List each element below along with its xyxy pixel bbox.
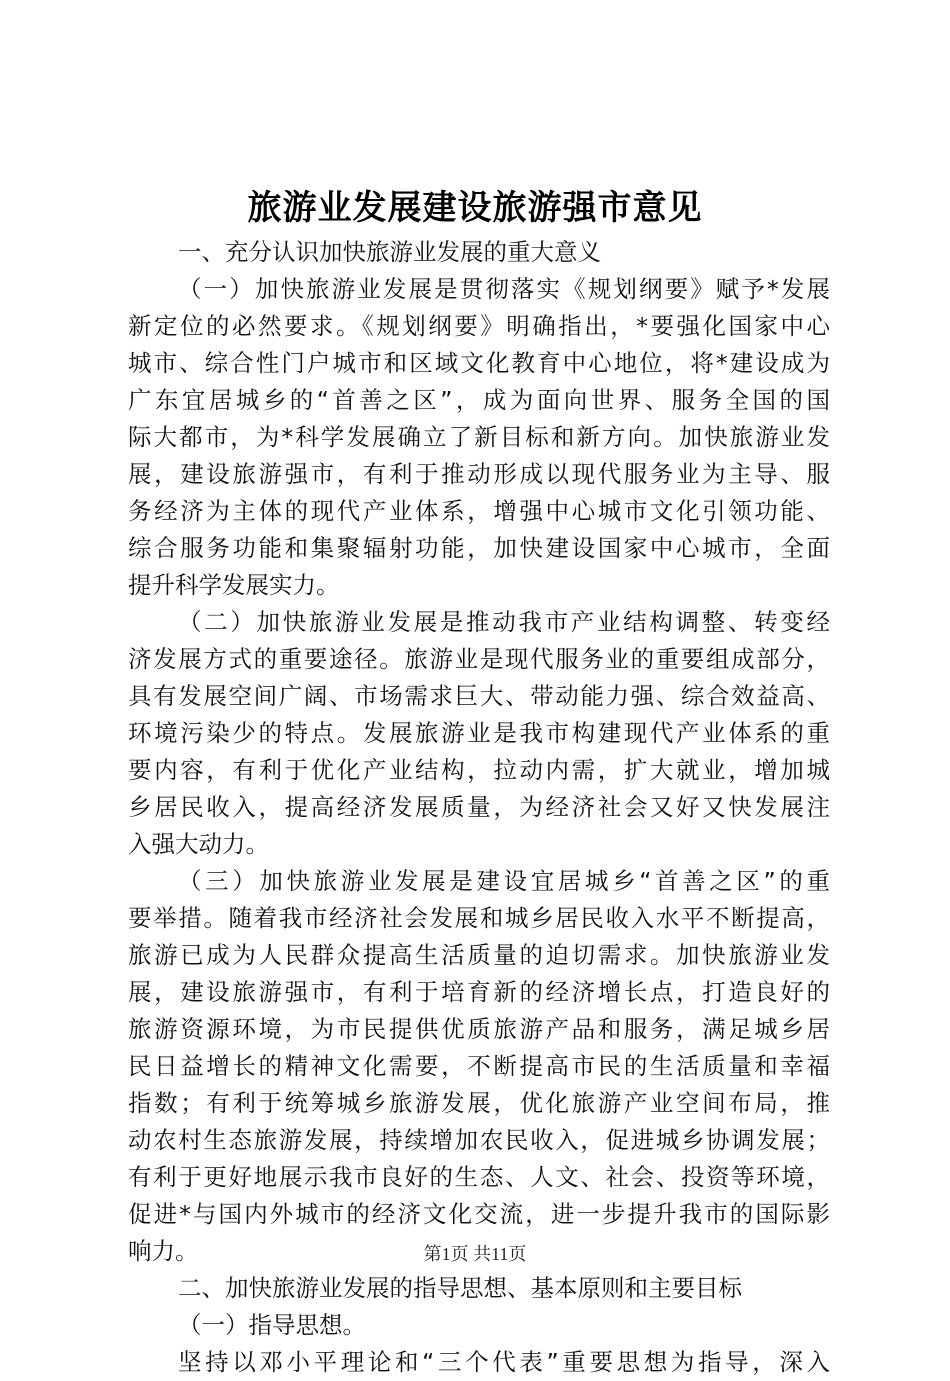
document-body: [128, 234, 830, 1381]
text-line: （二）加快旅游业发展是推动我市产业结构调整、转变经: [178, 608, 830, 636]
text-line: 指数；有利于统筹城乡旅游发展，优化旅游产业空间布局，推: [128, 1089, 830, 1117]
text-line: 提升科学发展实力。: [128, 571, 340, 599]
text-line: 旅游资源环境，为市民提供优质旅游产品和服务，满足城乡居: [128, 1015, 830, 1043]
text-line: 民日益增长的精神文化需要，不断提高市民的生活质量和幸福: [128, 1052, 830, 1080]
text-line: 有利于更好地展示我市良好的生态、人文、社会、投资等环境，: [128, 1163, 830, 1191]
text-line: 济发展方式的重要途径。旅游业是现代服务业的重要组成部分，: [128, 645, 830, 673]
text-line: 新定位的必然要求。《规划纲要》明确指出，*要强化国家中心: [128, 312, 830, 340]
text-line: 要举措。随着我市经济社会发展和城乡居民收入水平不断提高，: [128, 904, 830, 932]
text-line: （一）加快旅游业发展是贯彻落实《规划纲要》赋予*发展: [178, 275, 830, 303]
text-line: 广东宜居城乡的“首善之区”，成为面向世界、服务全国的国: [128, 386, 830, 414]
text-line: 一、充分认识加快旅游业发展的重大意义: [178, 238, 601, 266]
text-line: 坚持以邓小平理论和“三个代表”重要思想为指导，深入: [178, 1348, 830, 1376]
text-line: 展，建设旅游强市，有利于推动形成以现代服务业为主导、服: [128, 460, 830, 488]
text-line: 环境污染少的特点。发展旅游业是我市构建现代产业体系的重: [128, 719, 830, 747]
text-line: 二、加快旅游业发展的指导思想、基本原则和主要目标: [178, 1274, 742, 1302]
text-line: 具有发展空间广阔、市场需求巨大、带动能力强、综合效益高、: [128, 682, 830, 710]
text-line: 综合服务功能和集聚辐射功能，加快建设国家中心城市，全面: [128, 534, 830, 562]
text-line: 要内容，有利于优化产业结构，拉动内需，扩大就业，增加城: [128, 756, 830, 784]
text-line: 动农村生态旅游发展，持续增加农民收入，促进城乡协调发展；: [128, 1126, 830, 1154]
text-line: 务经济为主体的现代产业体系，增强中心城市文化引领功能、: [128, 497, 830, 525]
text-line: 展，建设旅游强市，有利于培育新的经济增长点，打造良好的: [128, 978, 830, 1006]
text-line: 乡居民收入，提高经济发展质量，为经济社会又好又快发展注: [128, 793, 830, 821]
page-footer: 第1页 共11页: [423, 1244, 527, 1264]
text-line: （一）指导思想。: [178, 1311, 366, 1339]
text-line: 旅游已成为人民群众提高生活质量的迫切需求。加快旅游业发: [128, 941, 830, 969]
document-title: 旅游业发展建设旅游强市意见: [247, 188, 703, 228]
text-line: 响力。: [128, 1237, 199, 1265]
text-line: 城市、综合性门户城市和区域文化教育中心地位，将*建设成为: [128, 349, 830, 377]
text-line: 际大都市，为*科学发展确立了新目标和新方向。加快旅游业发: [128, 423, 830, 451]
text-line: （三）加快旅游业发展是建设宜居城乡“首善之区”的重: [178, 867, 830, 895]
text-line: 入强大动力。: [128, 830, 269, 858]
text-line: 促进*与国内外城市的经济文化交流，进一步提升我市的国际影: [128, 1200, 830, 1228]
